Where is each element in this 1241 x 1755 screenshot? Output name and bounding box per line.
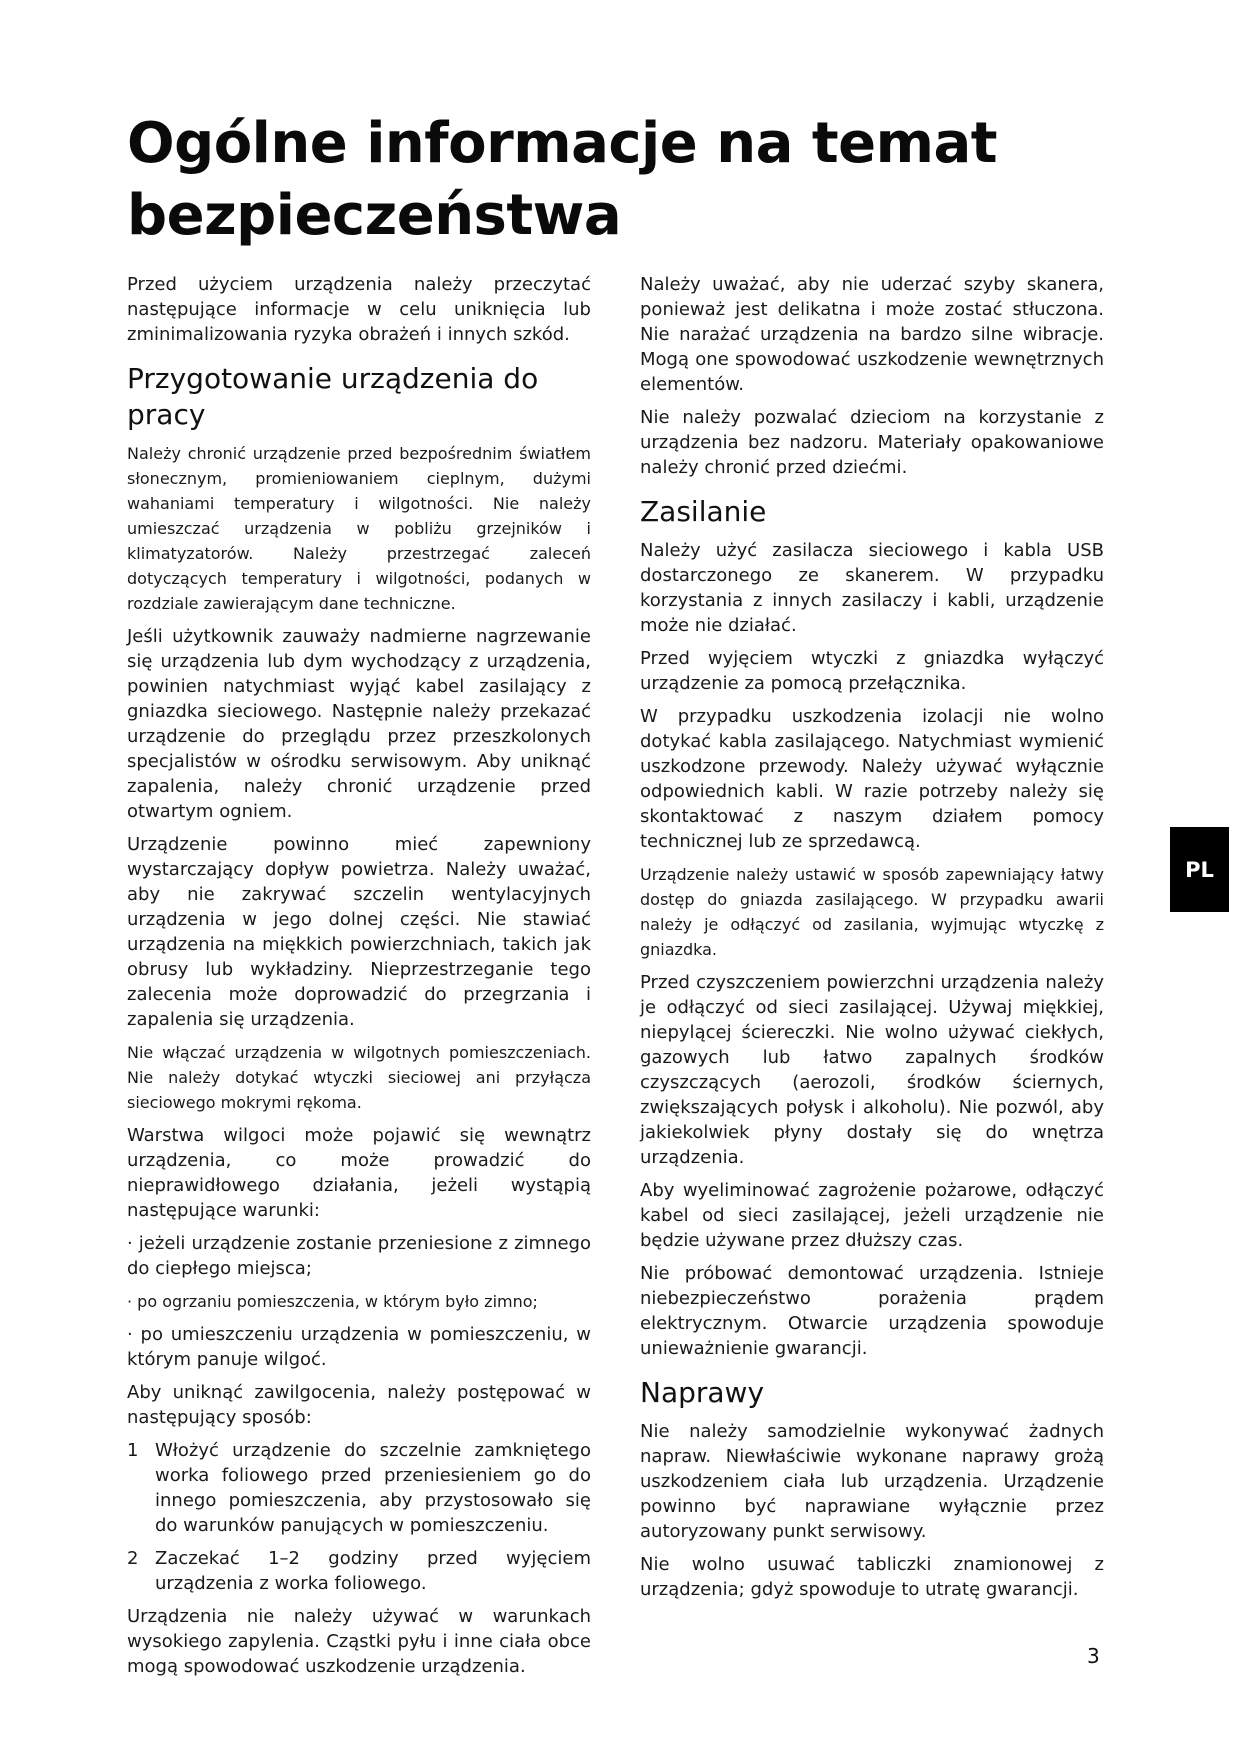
bullet-humid-room: · po umieszczeniu urządzenia w pomieszczeniu, w którym panuje wilgoć. <box>127 1324 591 1370</box>
page-title-line-2: bezpieczeństwa <box>127 183 622 248</box>
page-title <box>127 108 1127 252</box>
paragraph-sunlight: Należy chronić urządzenie przed bezpośrednim światłem słonecznym, promieniowaniem cieplnym, dużymi wahaniami temperatury i wilgotności. Nie należy umieszczać urządzenia w pobliżu grzejników i klimatyzatorów. Należy przestrzegać zaleceń dotyczących temperatury i wilgotności, podanych w rozdziale zawierającym dane techniczne. <box>127 444 591 613</box>
list-item-text: Włożyć urządzenie do szczelnie zamkniętego worka foliowego przed przeniesieniem go do innego pomieszczenia, aby przystosowało się do warunków panujących w pomieszczeniu. <box>155 1440 591 1536</box>
paragraph-unplug: Przed wyjęciem wtyczki z gniazdka wyłączyć urządzenie za pomocą przełącznika. <box>640 648 1104 694</box>
paragraph-humid-rooms: Nie włączać urządzenia w wilgotnych pomieszczeniach. Nie należy dotykać wtyczki sieciowej ani przyłącza sieciowego mokrymi rękoma. <box>127 1043 591 1112</box>
bullet-room-heated: · po ogrzaniu pomieszczenia, w którym było zimno; <box>127 1292 538 1311</box>
steps-list <box>127 1438 591 1596</box>
paragraph-disassembly: Nie próbować demontować urządzenia. Istnieje niebezpieczeństwo porażenia prądem elektrycznym. Otwarcie urządzenia spowoduje unieważnienie gwarancji. <box>640 1263 1104 1359</box>
list-item-text: Zaczekać 1–2 godziny przed wyjęciem urządzenia z worka foliowego. <box>155 1548 591 1594</box>
right-column <box>640 272 1104 1610</box>
paragraph-repairs: Nie należy samodzielnie wykonywać żadnych napraw. Niewłaściwie wykonane naprawy grożą uszkodzeniem ciała lub urządzenia. Urządzenie powinno być naprawiane wyłącznie przez autoryzowany punkt serwisowy. <box>640 1421 1104 1542</box>
section-heading-repairs: Naprawy <box>640 1376 765 1409</box>
language-tab-label: PL <box>1185 857 1214 882</box>
list-item-number: 1 <box>127 1440 139 1461</box>
paragraph-dust: Urządzenia nie należy używać w warunkach wysokiego zapylenia. Cząstki pyłu i inne ciała obce mogą spowodować uszkodzenie urządzenia. <box>127 1606 591 1677</box>
paragraph-socket-access: Urządzenie należy ustawić w sposób zapewniający łatwy dostęp do gniazda zasilającego. W przypadku awarii należy je odłączyć od zasilania, wyjmując wtyczkę z gniazdka. <box>640 865 1104 959</box>
left-column <box>127 272 591 1687</box>
paragraph-condensation: Warstwa wilgoci może pojawić się wewnątrz urządzenia, co może prowadzić do nieprawidłowego działania, jeżeli wystąpią następujące warunki: <box>127 1125 591 1221</box>
paragraph-avoid-moisture: Aby uniknąć zawilgocenia, należy postępować w następujący sposób: <box>127 1382 591 1428</box>
paragraph-scanner-glass: Należy uważać, aby nie uderzać szyby skanera, ponieważ jest delikatna i może zostać stłuczona. Nie narażać urządzenia na bardzo silne wibracje. Mogą one spowodować uszkodzenie wewnętrznych elementów. <box>640 274 1104 395</box>
paragraph-cable-damage: W przypadku uszkodzenia izolacji nie wolno dotykać kabla zasilającego. Natychmiast wymienić uszkodzone przewody. Należy używać wyłącznie odpowiednich kabli. W razie potrzeby należy się skontaktować z naszym działem pomocy technicznej lub ze sprzedawcą. <box>640 706 1104 852</box>
paragraph-fire-hazard: Aby wyeliminować zagrożenie pożarowe, odłączyć kabel od sieci zasilającej, jeżeli urządzenie nie będzie używane przez dłuższy czas. <box>640 1180 1104 1251</box>
paragraph-children: Nie należy pozwalać dzieciom na korzystanie z urządzenia bez nadzoru. Materiały opakowaniowe należy chronić przed dziećmi. <box>640 407 1104 478</box>
language-tab <box>1170 827 1229 912</box>
paragraph-cleaning: Przed czyszczeniem powierzchni urządzenia należy je odłączyć od sieci zasilającej. Używaj miękkiej, niepylącej ściereczki. Nie wolno używać ciekłych, gazowych lub łatwo zapalnych środków czyszczących (aerozoli, środków ściernych, zwiększających połysk i alkoholu). Nie pozwól, aby jakiekolwiek płyny dostały się do wnętrza urządzenia. <box>640 972 1104 1168</box>
list-item <box>127 1546 591 1596</box>
paragraph-ventilation: Urządzenie powinno mieć zapewniony wystarczający dopływ powietrza. Należy uważać, aby nie zakrywać szczelin wentylacyjnych urządzenia w jego dolnej części. Nie stawiać urządzenia na miękkich powierzchniach, takich jak obrusy lub wykładziny. Nieprzestrzeganie tego zalecenia może doprowadzić do przegrzania i zapalenia się urządzenia. <box>127 834 591 1030</box>
intro-paragraph: Przed użyciem urządzenia należy przeczytać następujące informacje w celu uniknięcia lub zminimalizowania ryzyka obrażeń i innych szkód. <box>127 274 591 345</box>
paragraph-power-adapter: Należy użyć zasilacza sieciowego i kabla USB dostarczonego ze skanerem. W przypadku korzystania z innych zasilaczy i kabli, urządzenie może nie działać. <box>640 540 1104 636</box>
list-item-number: 2 <box>127 1548 139 1569</box>
page-number: 3 <box>1087 1644 1100 1668</box>
paragraph-rating-plate: Nie wolno usuwać tabliczki znamionowej z urządzenia; gdyż spowoduje to utratę gwarancji. <box>640 1554 1104 1600</box>
list-item <box>127 1438 591 1538</box>
paragraph-overheating: Jeśli użytkownik zauważy nadmierne nagrzewanie się urządzenia lub dym wychodzący z urządzenia, powinien natychmiast wyjąć kabel zasilający z gniazdka sieciowego. Następnie należy przekazać urządzenie do przeglądu przez przeszkolonych specjalistów w ośrodku serwisowym. Aby uniknąć zapalenia, należy chronić urządzenie przed otwartym ogniem. <box>127 626 591 822</box>
page-title-line-1: Ogólne informacje na temat <box>127 111 998 176</box>
bullet-cold-to-warm: · jeżeli urządzenie zostanie przeniesione z zimnego do ciepłego miejsca; <box>127 1233 591 1279</box>
section-heading-preparation: Przygotowanie urządzenia do pracy <box>127 362 539 431</box>
section-heading-power: Zasilanie <box>640 495 767 528</box>
